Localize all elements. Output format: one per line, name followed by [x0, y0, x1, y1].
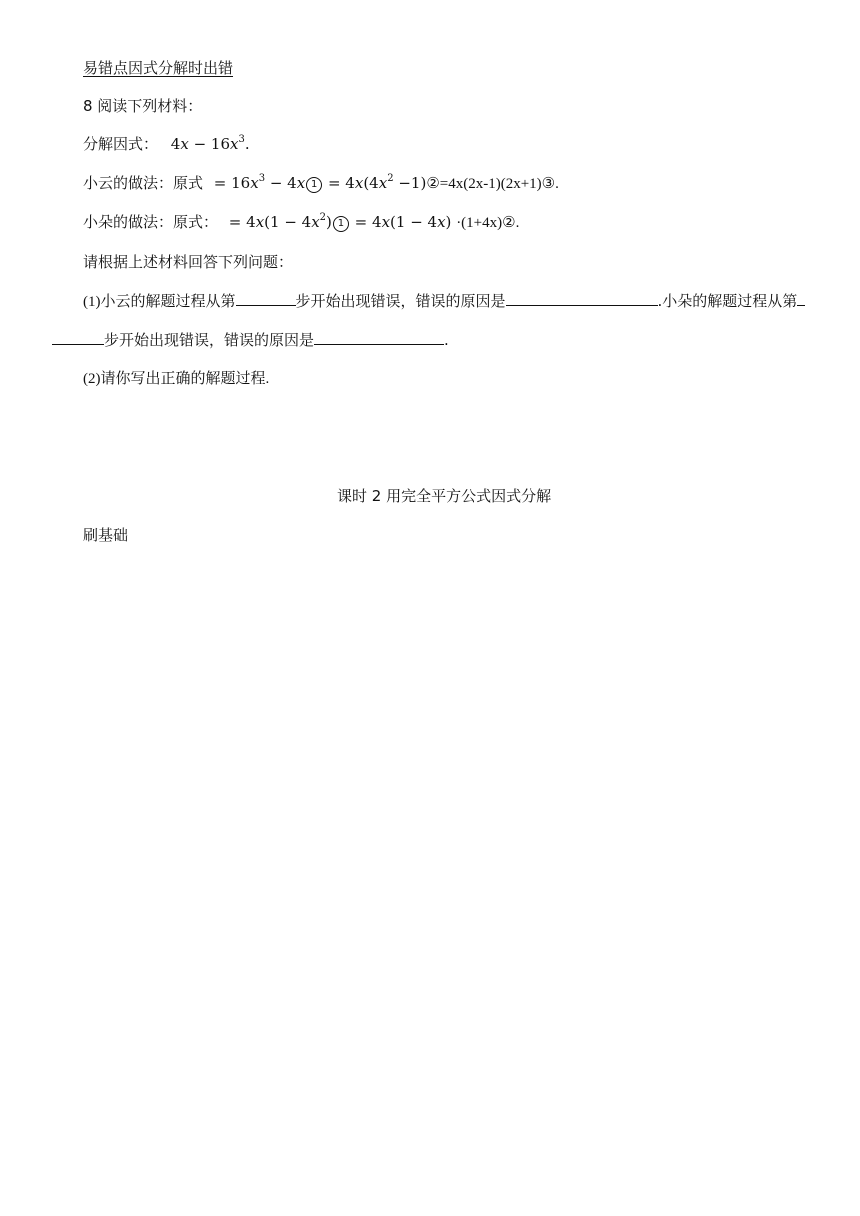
- section-label: 刷基础: [83, 526, 129, 544]
- q1-part1: (1)小云的解题过程从第: [83, 294, 236, 310]
- answer-blank-3-start[interactable]: [797, 291, 805, 306]
- question-intro: 8 阅读下列材料：: [83, 97, 203, 115]
- error-heading: 易错点因式分解时出错: [83, 59, 234, 77]
- answer-blank-1[interactable]: [236, 291, 296, 306]
- xiaoduo-line: [83, 212, 519, 233]
- xiaoduo-tail: ·(1+4x)②.: [456, 215, 520, 231]
- xiaoduo-step1: = $4x(1 - 4x^2)$: [228, 212, 332, 231]
- factor-label: 分解因式：: [83, 135, 159, 153]
- xiaoduo-step2: = 4x(1 − 4x): [349, 213, 452, 231]
- xiaoyun-line: [83, 173, 559, 194]
- answer-blank-3[interactable]: [52, 330, 104, 345]
- xiaoduo-label: 小朵的做法：原式：: [83, 213, 219, 231]
- circled-2-mark: ②: [426, 176, 440, 192]
- xiaoyun-step2: = $4x(4x^2 -1)$: [323, 173, 427, 192]
- answer-blank-2[interactable]: [506, 291, 658, 306]
- factor-line: [83, 134, 250, 154]
- q1-part2: 步开始出现错误，错误的原因是: [295, 292, 506, 310]
- question-2: (2)请你写出正确的解题过程.: [83, 371, 270, 387]
- q1-part3: .小朵的解题过程从第: [657, 292, 798, 310]
- factor-expression: $4x - 16x^3$.: [170, 134, 250, 153]
- lesson-title: 课时 2 用完全平方公式因式分解: [337, 487, 552, 505]
- question-1-line-2: [52, 330, 449, 350]
- q1-part5: .: [444, 331, 449, 349]
- circled-1-icon: 1: [306, 177, 322, 193]
- xiaoyun-step3: =4x(2x-1)(2x+1)③.: [439, 176, 559, 192]
- xiaoyun-step1: = $16x^3 - 4x$: [213, 173, 306, 192]
- question-1-line-1: [83, 291, 805, 312]
- instruction: 请根据上述材料回答下列问题：: [83, 253, 294, 271]
- q1-part4: 步开始出现错误，错误的原因是: [104, 331, 315, 349]
- circled-1-icon: 1: [333, 216, 349, 232]
- answer-blank-4[interactable]: [314, 330, 444, 345]
- xiaoyun-label: 小云的做法：原式: [83, 174, 204, 192]
